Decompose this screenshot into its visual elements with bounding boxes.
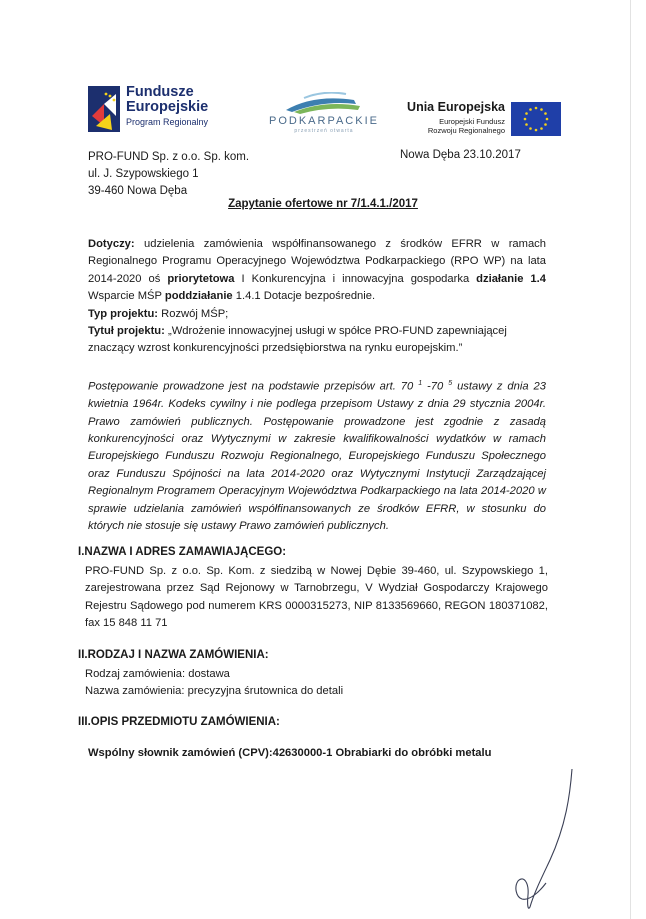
podkarpackie-tagline: przestrzeń otwarta xyxy=(294,128,354,134)
section2-title: II.RODZAJ I NAZWA ZAMÓWIENIA: xyxy=(78,649,269,661)
podkarpackie-name: PODKARPACKIE xyxy=(269,115,379,127)
dotyczy-bold-1: priorytetowa xyxy=(167,272,235,285)
dotyczy-bold-2: działanie 1.4 xyxy=(476,272,546,285)
section1-title: I.NAZWA I ADRES ZAMAWIAJĄCEGO: xyxy=(78,546,287,558)
hills-icon xyxy=(284,92,364,114)
tytul-text: „Wdrożenie innowacyjnej usługi w spółce PRO-FUND zapewniającej znaczący wzrost konkurencyjności przedsiębiorstwa na rynku europejskim.” xyxy=(88,325,507,355)
section2-rodzaj: Rodzaj zamówienia: dostawa xyxy=(85,668,230,680)
section2-nazwa: Nazwa zamówienia: precyzyjna śrutownica do detali xyxy=(85,685,344,697)
dotyczy-bold-3: poddziałanie xyxy=(164,290,233,303)
document-date: Nowa Dęba 23.10.2017 xyxy=(400,149,521,161)
unia-europejska-logo xyxy=(395,100,565,140)
document-heading: Zapytanie ofertowe nr 7/1.4.1./2017 xyxy=(228,198,418,210)
ue-title: Unia Europejska xyxy=(407,100,505,114)
tytul-projektu-paragraph xyxy=(88,323,546,358)
section3-title: III.OPIS PRZEDMIOTU ZAMÓWIENIA: xyxy=(78,716,280,728)
typ-projektu-line xyxy=(88,306,546,323)
tytul-label: Tytuł projektu: xyxy=(88,325,165,337)
legal-text-2: -70 xyxy=(422,380,449,393)
sender-address xyxy=(88,149,249,200)
eu-funds-flag-icon xyxy=(88,86,120,132)
podkarpackie-logo xyxy=(268,92,380,134)
eu-flag-icon xyxy=(511,102,561,136)
fe-line2: Europejskie xyxy=(126,99,209,115)
fundusze-europejskie-logo xyxy=(88,84,238,134)
fe-line1: Fundusze xyxy=(126,84,194,100)
legal-text-3: ustawy z dnia 23 kwietnia 1964r. Kodeks cywilny i nie podlega przepisom Ustawy z dnia 29 stycznia 2004r. Prawo zamówień publicznych. Postępowanie prowadzone jest zgodnie z zasadą konkurencyjności oraz Wytycznymi w zakresie kwalifikowalności wydatków w ramach Europejskiego Funduszu Rozwoju Regionalnego, Europejskiego Funduszu Społecznego oraz Funduszu Spójności na lata 2014-2020 oraz Wytycznymi Instytucji Zarządzającej Regionalnym Programem Operacyjnym Województwa Podkarpackiego na lata 2014-2020 w sprawie udzielania zamówień współfinansowanych ze środków EFRR, w stosunku do których nie stosuje się ustawy Prawo zamówień publicznych. xyxy=(88,380,546,532)
legal-sup-2: 5 xyxy=(448,380,453,387)
sender-line3: 39-460 Nowa Dęba xyxy=(88,185,188,197)
dotyczy-text-2: I Konkurencyjna i innowacyjna gospodarka xyxy=(234,272,477,285)
sender-line1: PRO-FUND Sp. z o.o. Sp. kom. xyxy=(88,151,250,163)
dotyczy-text-1: udzielenia zamówienia współfinansowanego z środków EFRR w ramach Regionalnego Programu Operacyjnego Województwa Podkarpackiego (RPO WP) na lata 2014-2020 oś xyxy=(88,238,546,285)
cpv-code-line: Wspólny słownik zamówień (CPV):42630000-1 Obrabiarki do obróbki metalu xyxy=(88,747,492,759)
dotyczy-text-3: Wsparcie MŚP xyxy=(88,290,165,303)
ue-subtitle-2: Rozwoju Regionalnego xyxy=(427,126,505,135)
legal-text-1: Postępowanie prowadzone jest na podstawie przepisów art. 70 xyxy=(88,380,419,393)
fe-subtitle: Program Regionalny xyxy=(126,117,209,127)
ue-subtitle-1: Europejski Fundusz xyxy=(439,117,505,126)
legal-sup-1: 1 xyxy=(418,380,423,387)
typ-text: Rozwój MŚP; xyxy=(158,308,229,320)
handwritten-signature xyxy=(500,765,580,915)
page-edge-line xyxy=(630,0,631,919)
section1-body: PRO-FUND Sp. z o.o. Sp. Kom. z siedzibą w Nowej Dębie 39-460, ul. Szypowskiego 1, zarejestrowana przez Sąd Rejonowy w Tarnobrzegu, V Wydział Gospodarczy Krajowego Rejestru Sądowego pod numerem KRS 0000315273, NIP 8133569660, REGON 180371082, fax 15 848 11 71 xyxy=(85,565,548,630)
sender-line2: ul. J. Szypowskiego 1 xyxy=(88,168,199,180)
dotyczy-paragraph xyxy=(88,236,546,306)
legal-basis-paragraph xyxy=(88,375,546,535)
dotyczy-text-4: 1.4.1 Dotacje bezpośrednie. xyxy=(232,290,376,303)
typ-label: Typ projektu: xyxy=(88,308,159,320)
dotyczy-label: Dotyczy: xyxy=(88,238,135,250)
